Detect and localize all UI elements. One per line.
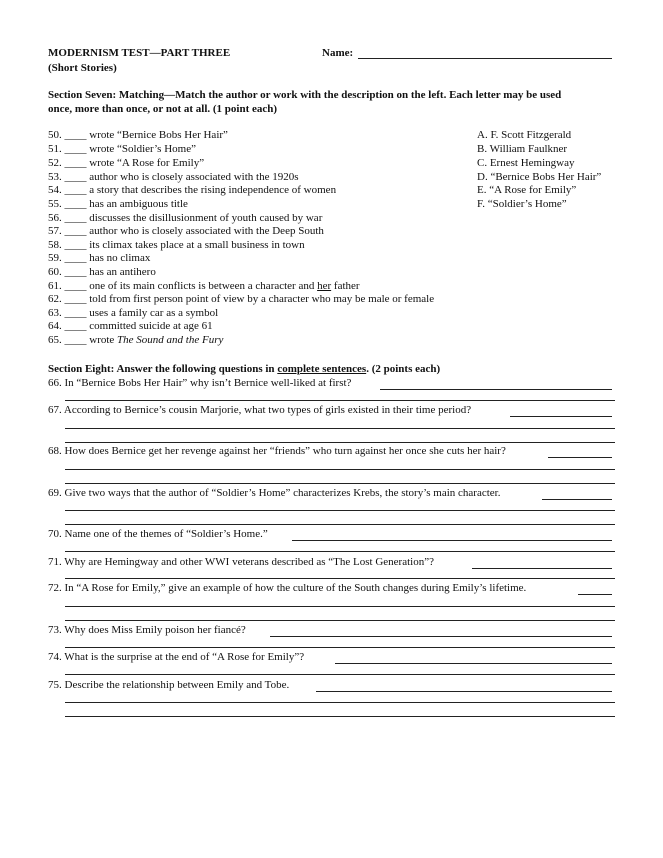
question-text: 73. Why does Miss Emily poison her fiancé? <box>48 624 246 636</box>
matching-item <box>48 334 223 346</box>
answer-line[interactable] <box>65 442 615 443</box>
item-number: 60. <box>48 266 62 278</box>
item-description: has an antihero <box>89 266 156 278</box>
item-description-end: father <box>331 280 360 292</box>
answer-blank[interactable]: ____ <box>64 171 87 183</box>
item-description-underlined: her <box>317 280 332 292</box>
item-description-title: The Sound and the Fury <box>117 334 224 346</box>
matching-item <box>48 171 299 183</box>
item-number: 63. <box>48 307 62 319</box>
item-number: 55. <box>48 198 62 210</box>
answer-line[interactable] <box>578 594 612 595</box>
item-number: 59. <box>48 252 62 264</box>
matching-item <box>48 293 434 305</box>
item-description: a story that describes the rising independence of women <box>89 184 337 196</box>
item-description: author who is closely associated with the 1920s <box>89 171 299 183</box>
item-description: one of its main conflicts is between a character and <box>89 280 318 292</box>
item-description: its climax takes place at a small business in town <box>89 239 305 251</box>
answer-line[interactable] <box>548 457 612 458</box>
question-text: 68. How does Bernice get her revenge against her “friends” who turn against her once she cuts her hair? <box>48 445 506 457</box>
answer-line[interactable] <box>335 663 612 664</box>
answer-option: E. “A Rose for Emily” <box>477 184 577 196</box>
answer-option: D. “Bernice Bobs Her Hair” <box>477 171 602 183</box>
question-text: 75. Describe the relationship between Emily and Tobe. <box>48 679 290 691</box>
answer-blank[interactable]: ____ <box>64 129 87 141</box>
answer-blank[interactable]: ____ <box>64 225 87 237</box>
item-number: 61. <box>48 280 62 292</box>
answer-blank[interactable]: ____ <box>64 307 87 319</box>
answer-line[interactable] <box>316 691 612 692</box>
item-number: 50. <box>48 129 62 141</box>
name-field[interactable] <box>358 58 612 59</box>
answer-blank[interactable]: ____ <box>64 252 87 264</box>
matching-item <box>48 239 305 251</box>
answer-blank[interactable]: ____ <box>64 198 87 210</box>
matching-item <box>48 280 360 292</box>
item-description: has no climax <box>89 252 151 264</box>
answer-line[interactable] <box>65 400 615 401</box>
answer-blank[interactable]: ____ <box>64 266 87 278</box>
answer-line[interactable] <box>65 483 615 484</box>
item-description: wrote “Bernice Bobs Her Hair” <box>89 129 228 141</box>
answer-option: B. William Faulkner <box>477 143 568 155</box>
question-text: 72. In “A Rose for Emily,” give an example of how the culture of the South changes during Emily’s lifetime. <box>48 582 527 594</box>
matching-item <box>48 225 324 237</box>
section-seven-heading-cont: once, more than once, or not at all. (1 point each) <box>48 103 278 115</box>
section-eight-heading-pre: Section Eight: Answer the following questions in <box>48 363 278 375</box>
matching-item <box>48 184 336 196</box>
answer-line[interactable] <box>510 416 612 417</box>
question-text: 70. Name one of the themes of “Soldier’s Home.” <box>48 528 268 540</box>
answer-blank[interactable]: ____ <box>64 293 87 305</box>
answer-line[interactable] <box>65 551 615 552</box>
item-description: committed suicide at age 61 <box>89 320 213 332</box>
item-description: wrote “A Rose for Emily” <box>89 157 205 169</box>
question-text: 67. According to Bernice’s cousin Marjorie, what two types of girls existed in their time period? <box>48 404 472 416</box>
answer-blank[interactable]: ____ <box>64 239 87 251</box>
section-eight-heading <box>48 363 440 375</box>
answer-line[interactable] <box>65 428 615 429</box>
item-number: 54. <box>48 184 62 196</box>
answer-line[interactable] <box>270 636 612 637</box>
item-description: uses a family car as a symbol <box>89 307 219 319</box>
answer-option: F. “Soldier’s Home” <box>477 198 567 210</box>
item-description: has an ambiguous title <box>89 198 188 210</box>
matching-item <box>48 252 150 264</box>
matching-item <box>48 198 188 210</box>
answer-line[interactable] <box>65 469 615 470</box>
answer-line[interactable] <box>65 674 615 675</box>
question-text: 71. Why are Hemingway and other WWI veterans described as “The Lost Generation”? <box>48 556 434 568</box>
answer-line[interactable] <box>65 606 615 607</box>
section-seven-heading: Section Seven: Matching—Match the author or work with the description on the left. Each letter may be used <box>48 89 562 101</box>
answer-option: A. F. Scott Fitzgerald <box>477 129 572 141</box>
answer-line[interactable] <box>65 716 615 717</box>
answer-blank[interactable]: ____ <box>64 320 87 332</box>
answer-blank[interactable]: ____ <box>64 184 87 196</box>
matching-item <box>48 307 218 319</box>
section-eight-heading-emphasis: complete sentences <box>277 363 367 375</box>
answer-line[interactable] <box>65 702 615 703</box>
answer-line[interactable] <box>380 389 612 390</box>
answer-blank[interactable]: ____ <box>64 157 87 169</box>
question-text: 69. Give two ways that the author of “Soldier’s Home” characterizes Krebs, the story’s main character. <box>48 487 501 499</box>
answer-blank[interactable]: ____ <box>64 280 87 292</box>
item-number: 51. <box>48 143 62 155</box>
matching-item <box>48 266 156 278</box>
item-number: 58. <box>48 239 62 251</box>
item-number: 64. <box>48 320 62 332</box>
item-description: author who is closely associated with the Deep South <box>89 225 324 237</box>
matching-item <box>48 212 322 224</box>
matching-item <box>48 143 196 155</box>
answer-blank[interactable]: ____ <box>64 143 87 155</box>
item-number: 53. <box>48 171 62 183</box>
answer-option: C. Ernest Hemingway <box>477 157 575 169</box>
item-description: wrote “Soldier’s Home” <box>89 143 196 155</box>
item-description: discusses the disillusionment of youth caused by war <box>89 212 323 224</box>
question-text: 74. What is the surprise at the end of “A Rose for Emily”? <box>48 651 305 663</box>
item-number: 62. <box>48 293 62 305</box>
test-title: MODERNISM TEST—PART THREE <box>48 47 231 59</box>
matching-item <box>48 157 204 169</box>
item-number: 57. <box>48 225 62 237</box>
answer-line[interactable] <box>542 499 612 500</box>
item-description: told from first person point of view by a character who may be male or female <box>89 293 435 305</box>
section-eight-heading-post: . (2 points each) <box>366 363 441 375</box>
matching-item <box>48 320 213 332</box>
answer-line[interactable] <box>65 620 615 621</box>
answer-line[interactable] <box>472 568 612 569</box>
answer-line[interactable] <box>65 524 615 525</box>
answer-line[interactable] <box>65 578 615 579</box>
item-number: 52. <box>48 157 62 169</box>
question-text: 66. In “Bernice Bobs Her Hair” why isn’t Bernice well-liked at first? <box>48 377 352 389</box>
matching-item <box>48 129 228 141</box>
answer-line[interactable] <box>65 510 615 511</box>
answer-line[interactable] <box>292 540 612 541</box>
answer-blank[interactable]: ____ <box>64 212 87 224</box>
item-description: wrote <box>89 334 118 346</box>
name-label: Name: <box>322 47 354 59</box>
test-subtitle: (Short Stories) <box>48 62 117 74</box>
item-number: 56. <box>48 212 62 224</box>
answer-line[interactable] <box>65 647 615 648</box>
item-number: 65. <box>48 334 62 346</box>
answer-blank[interactable]: ____ <box>64 334 87 346</box>
